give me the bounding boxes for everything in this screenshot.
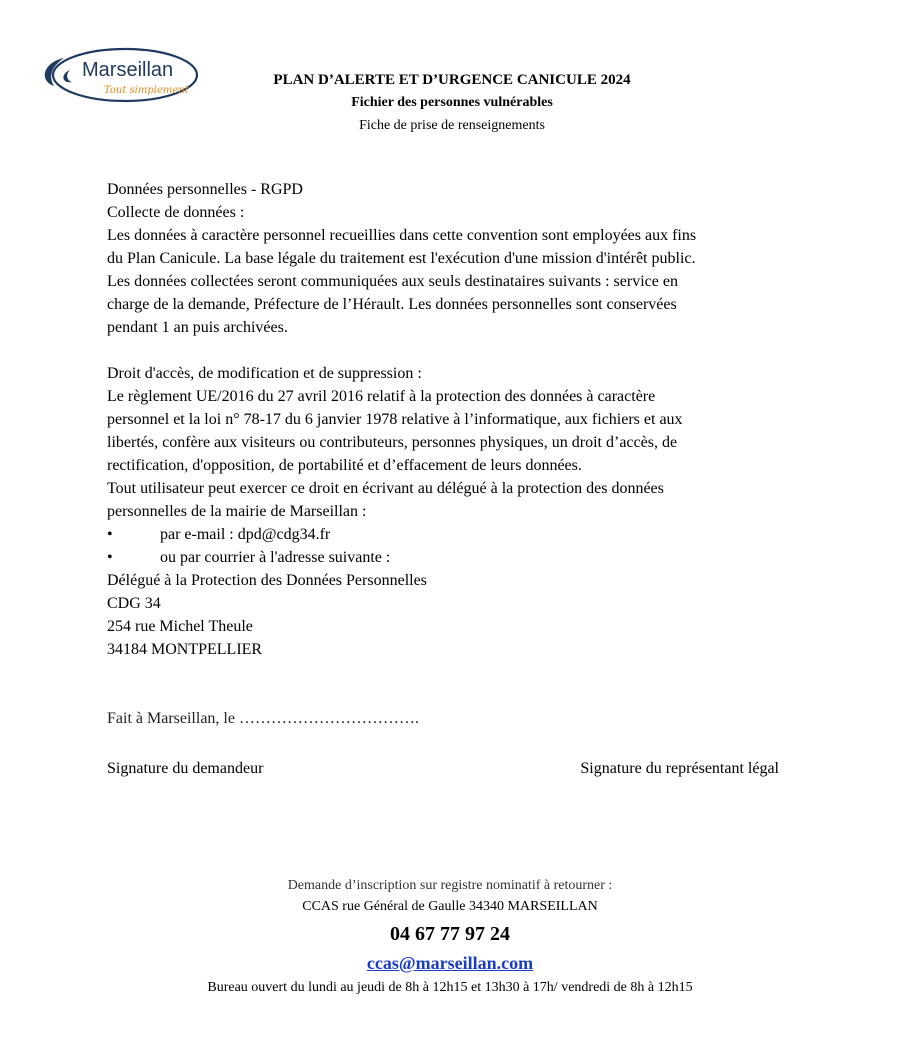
text-line: pendant 1 an puis archivées.: [107, 319, 288, 336]
text-line: Tout utilisateur peut exercer ce droit en écrivant au délégué à la protection des données: [107, 480, 664, 497]
logo-word: Marseillan: [82, 59, 174, 81]
rgpd-section: [107, 178, 797, 661]
footer: [0, 875, 900, 999]
text-line: Droit d'accès, de modification et de suppression :: [107, 365, 422, 382]
footer-email-link[interactable]: ccas@marseillan.com: [366, 953, 534, 973]
bullet-icon: •: [107, 526, 113, 543]
text-line: Collecte de données :: [107, 204, 245, 221]
fait-a-line: Fait à Marseillan, le …………………………….: [107, 710, 419, 727]
footer-phone: 04 67 77 97 24: [390, 923, 510, 945]
address-line: 254 rue Michel Theule: [107, 618, 253, 635]
document-subtitle: Fichier des personnes vulnérables: [351, 95, 553, 110]
bullet-text: par e-mail : dpd@cdg34.fr: [160, 526, 331, 543]
address-line: CDG 34: [107, 595, 161, 612]
text-line: Les données collectées seront communiquées aux seuls destinataires suivants : service en: [107, 273, 678, 290]
text-line: du Plan Canicule. La base légale du traitement est l'exécution d'une mission d'intérêt public.: [107, 250, 696, 267]
footer-address: CCAS rue Général de Gaulle 34340 MARSEILLAN: [302, 899, 598, 914]
signature-legal-rep: Signature du représentant légal: [580, 760, 779, 777]
marseillan-logo: [30, 40, 200, 110]
bullet-icon: •: [107, 549, 113, 566]
list-item: [107, 546, 797, 569]
logo-tagline: Tout simplement: [104, 85, 189, 96]
text-line: Le règlement UE/2016 du 27 avril 2016 relatif à la protection des données à caractère: [107, 388, 656, 405]
text-line: libertés, confère aux visiteurs ou contributeurs, personnes physiques, un droit d’accès, de: [107, 434, 678, 451]
text-line: rectification, d'opposition, de portabilité et d’effacement de leurs données.: [107, 457, 582, 474]
document-title: PLAN D’ALERTE ET D’URGENCE CANICULE 2024: [273, 72, 631, 88]
signature-row: [107, 760, 779, 778]
list-item: [107, 523, 797, 546]
text-line: Données personnelles - RGPD: [107, 181, 303, 198]
signature-applicant: Signature du demandeur: [107, 760, 264, 777]
footer-hours: Bureau ouvert du lundi au jeudi de 8h à 12h15 et 13h30 à 17h/ vendredi de 8h à 12h15: [207, 980, 693, 995]
footer-instruction: Demande d’inscription sur registre nominatif à retourner :: [287, 878, 613, 893]
text-line: Les données à caractère personnel recueillies dans cette convention sont employées aux fins: [107, 227, 697, 244]
text-line: personnel et la loi n° 78-17 du 6 janvier 1978 relative à l’informatique, aux fichiers et aux: [107, 411, 683, 428]
text-line: charge de la demande, Préfecture de l’Hérault. Les données personnelles sont conservées: [107, 296, 677, 313]
bullet-text: ou par courrier à l'adresse suivante :: [160, 549, 391, 566]
text-line: personnelles de la mairie de Marseillan :: [107, 503, 367, 520]
document-subsubtitle: Fiche de prise de renseignements: [359, 118, 545, 133]
address-line: Délégué à la Protection des Données Personnelles: [107, 572, 427, 589]
address-line: 34184 MONTPELLIER: [107, 641, 263, 658]
